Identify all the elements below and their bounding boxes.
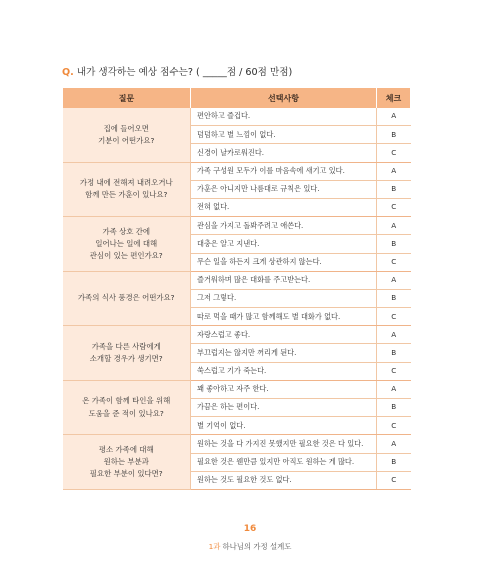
question-line-text: 가족을 다른 사람에게 xyxy=(91,341,161,351)
header-question: 질문 xyxy=(63,88,191,108)
check-cell[interactable]: A xyxy=(377,162,411,180)
question-line-text: 소개할 경우가 생기면? xyxy=(89,354,163,364)
question-line-text: 집에 들어오면 xyxy=(103,123,149,133)
question-line-text: 함께 만든 가훈이 있나요? xyxy=(85,190,168,200)
option-cell: 그저 그렇다. xyxy=(191,289,377,307)
table-row xyxy=(63,380,411,398)
option-cell: 가훈은 아니지만 나름대로 규칙은 있다. xyxy=(191,180,377,198)
check-cell[interactable]: B xyxy=(377,453,411,471)
question-cell xyxy=(63,326,191,381)
question-line-text: 가족의 식사 풍경은 어떤가요? xyxy=(77,293,175,303)
check-cell[interactable]: A xyxy=(377,108,411,126)
question-cell xyxy=(63,217,191,272)
header-options: 선택사항 xyxy=(191,88,377,108)
option-cell: 자랑스럽고 좋다. xyxy=(191,326,377,344)
question-cell xyxy=(63,108,191,162)
option-cell: 무슨 일을 하든지 크게 상관하지 않는다. xyxy=(191,253,377,271)
check-cell[interactable]: B xyxy=(377,344,411,362)
question-cell xyxy=(63,380,191,435)
option-cell: 별 기억이 없다. xyxy=(191,417,377,435)
check-cell[interactable]: B xyxy=(377,180,411,198)
check-cell[interactable]: A xyxy=(377,435,411,453)
option-cell: 따로 먹을 때가 많고 함께해도 별 대화가 없다. xyxy=(191,308,377,326)
option-cell: 쑥스럽고 기가 죽는다. xyxy=(191,362,377,380)
question-line-text: 관심이 있는 편인가요? xyxy=(89,251,163,261)
question-line-text: 평소 가족에 대해 xyxy=(98,444,154,454)
question-line-text: 필요한 부분이 있다면? xyxy=(89,469,163,479)
question-line-text: 일어나는 일에 대해 xyxy=(95,238,158,248)
page-number: 16 xyxy=(243,524,257,534)
question-text: 내가 생각하는 예상 점수는? ( _____점 / 60점 만점) xyxy=(76,67,293,78)
header-check: 체크 xyxy=(377,88,411,108)
question-line-text: 가족 상호 간에 xyxy=(102,226,151,236)
check-cell[interactable]: C xyxy=(377,417,411,435)
option-cell: 신경이 날카로워진다. xyxy=(191,144,377,162)
check-cell[interactable]: C xyxy=(377,308,411,326)
option-cell: 가끔은 하는 편이다. xyxy=(191,399,377,417)
option-cell: 꽤 좋아하고 자주 한다. xyxy=(191,380,377,398)
survey-table xyxy=(62,88,411,490)
option-cell: 즐거워하며 많은 대화를 주고받는다. xyxy=(191,271,377,289)
question-cell xyxy=(63,435,191,490)
table-row xyxy=(63,217,411,235)
question-line-text: 도움을 준 적이 있나요? xyxy=(88,408,164,418)
table-row xyxy=(63,108,411,126)
option-cell: 덤덤하고 별 느낌이 없다. xyxy=(191,126,377,144)
option-cell: 가족 구성원 모두가 이를 마음속에 새기고 있다. xyxy=(191,162,377,180)
question-line-text: 온 가족이 함께 타인을 위해 xyxy=(82,396,171,406)
check-cell[interactable]: A xyxy=(377,380,411,398)
check-cell[interactable]: C xyxy=(377,362,411,380)
option-cell: 전혀 없다. xyxy=(191,198,377,216)
check-cell[interactable]: A xyxy=(377,326,411,344)
question-cell xyxy=(63,271,191,326)
question-cell xyxy=(63,162,191,217)
check-cell[interactable]: A xyxy=(377,271,411,289)
table-row xyxy=(63,435,411,453)
table-row xyxy=(63,326,411,344)
option-cell: 원하는 것도 필요한 것도 없다. xyxy=(191,471,377,489)
option-cell: 원하는 것을 다 가지진 못했지만 필요한 것은 다 있다. xyxy=(191,435,377,453)
question-line-text: 기분이 어떤가요? xyxy=(98,135,155,145)
table-row xyxy=(63,271,411,289)
table-header-row xyxy=(63,88,411,108)
option-cell: 부끄럽지는 않지만 꺼리게 된다. xyxy=(191,344,377,362)
question-line-text: 원하는 부분과 xyxy=(103,457,149,467)
check-cell[interactable]: A xyxy=(377,217,411,235)
option-cell: 편안하고 즐겁다. xyxy=(191,108,377,126)
check-cell[interactable]: B xyxy=(377,399,411,417)
check-cell[interactable]: B xyxy=(377,126,411,144)
check-cell[interactable]: B xyxy=(377,289,411,307)
option-cell: 대충은 알고 지낸다. xyxy=(191,235,377,253)
check-cell[interactable]: C xyxy=(377,253,411,271)
check-cell[interactable]: C xyxy=(377,144,411,162)
chapter-name: 하나님의 가정 설계도 xyxy=(222,542,292,551)
chapter-title xyxy=(0,541,500,552)
option-cell: 필요한 것은 웬만큼 있지만 아직도 원하는 게 많다. xyxy=(191,453,377,471)
question-marker: Q. xyxy=(62,67,74,78)
check-cell[interactable]: C xyxy=(377,471,411,489)
option-cell: 관심을 가지고 돌봐주려고 애쓴다. xyxy=(191,217,377,235)
question-line-text: 가정 내에 전해져 내려오거나 xyxy=(79,178,173,188)
check-cell[interactable]: B xyxy=(377,235,411,253)
check-cell[interactable]: C xyxy=(377,198,411,216)
table-row xyxy=(63,162,411,180)
question-line xyxy=(62,64,292,78)
survey-body xyxy=(63,108,411,489)
chapter-number: 1과 xyxy=(208,542,221,551)
